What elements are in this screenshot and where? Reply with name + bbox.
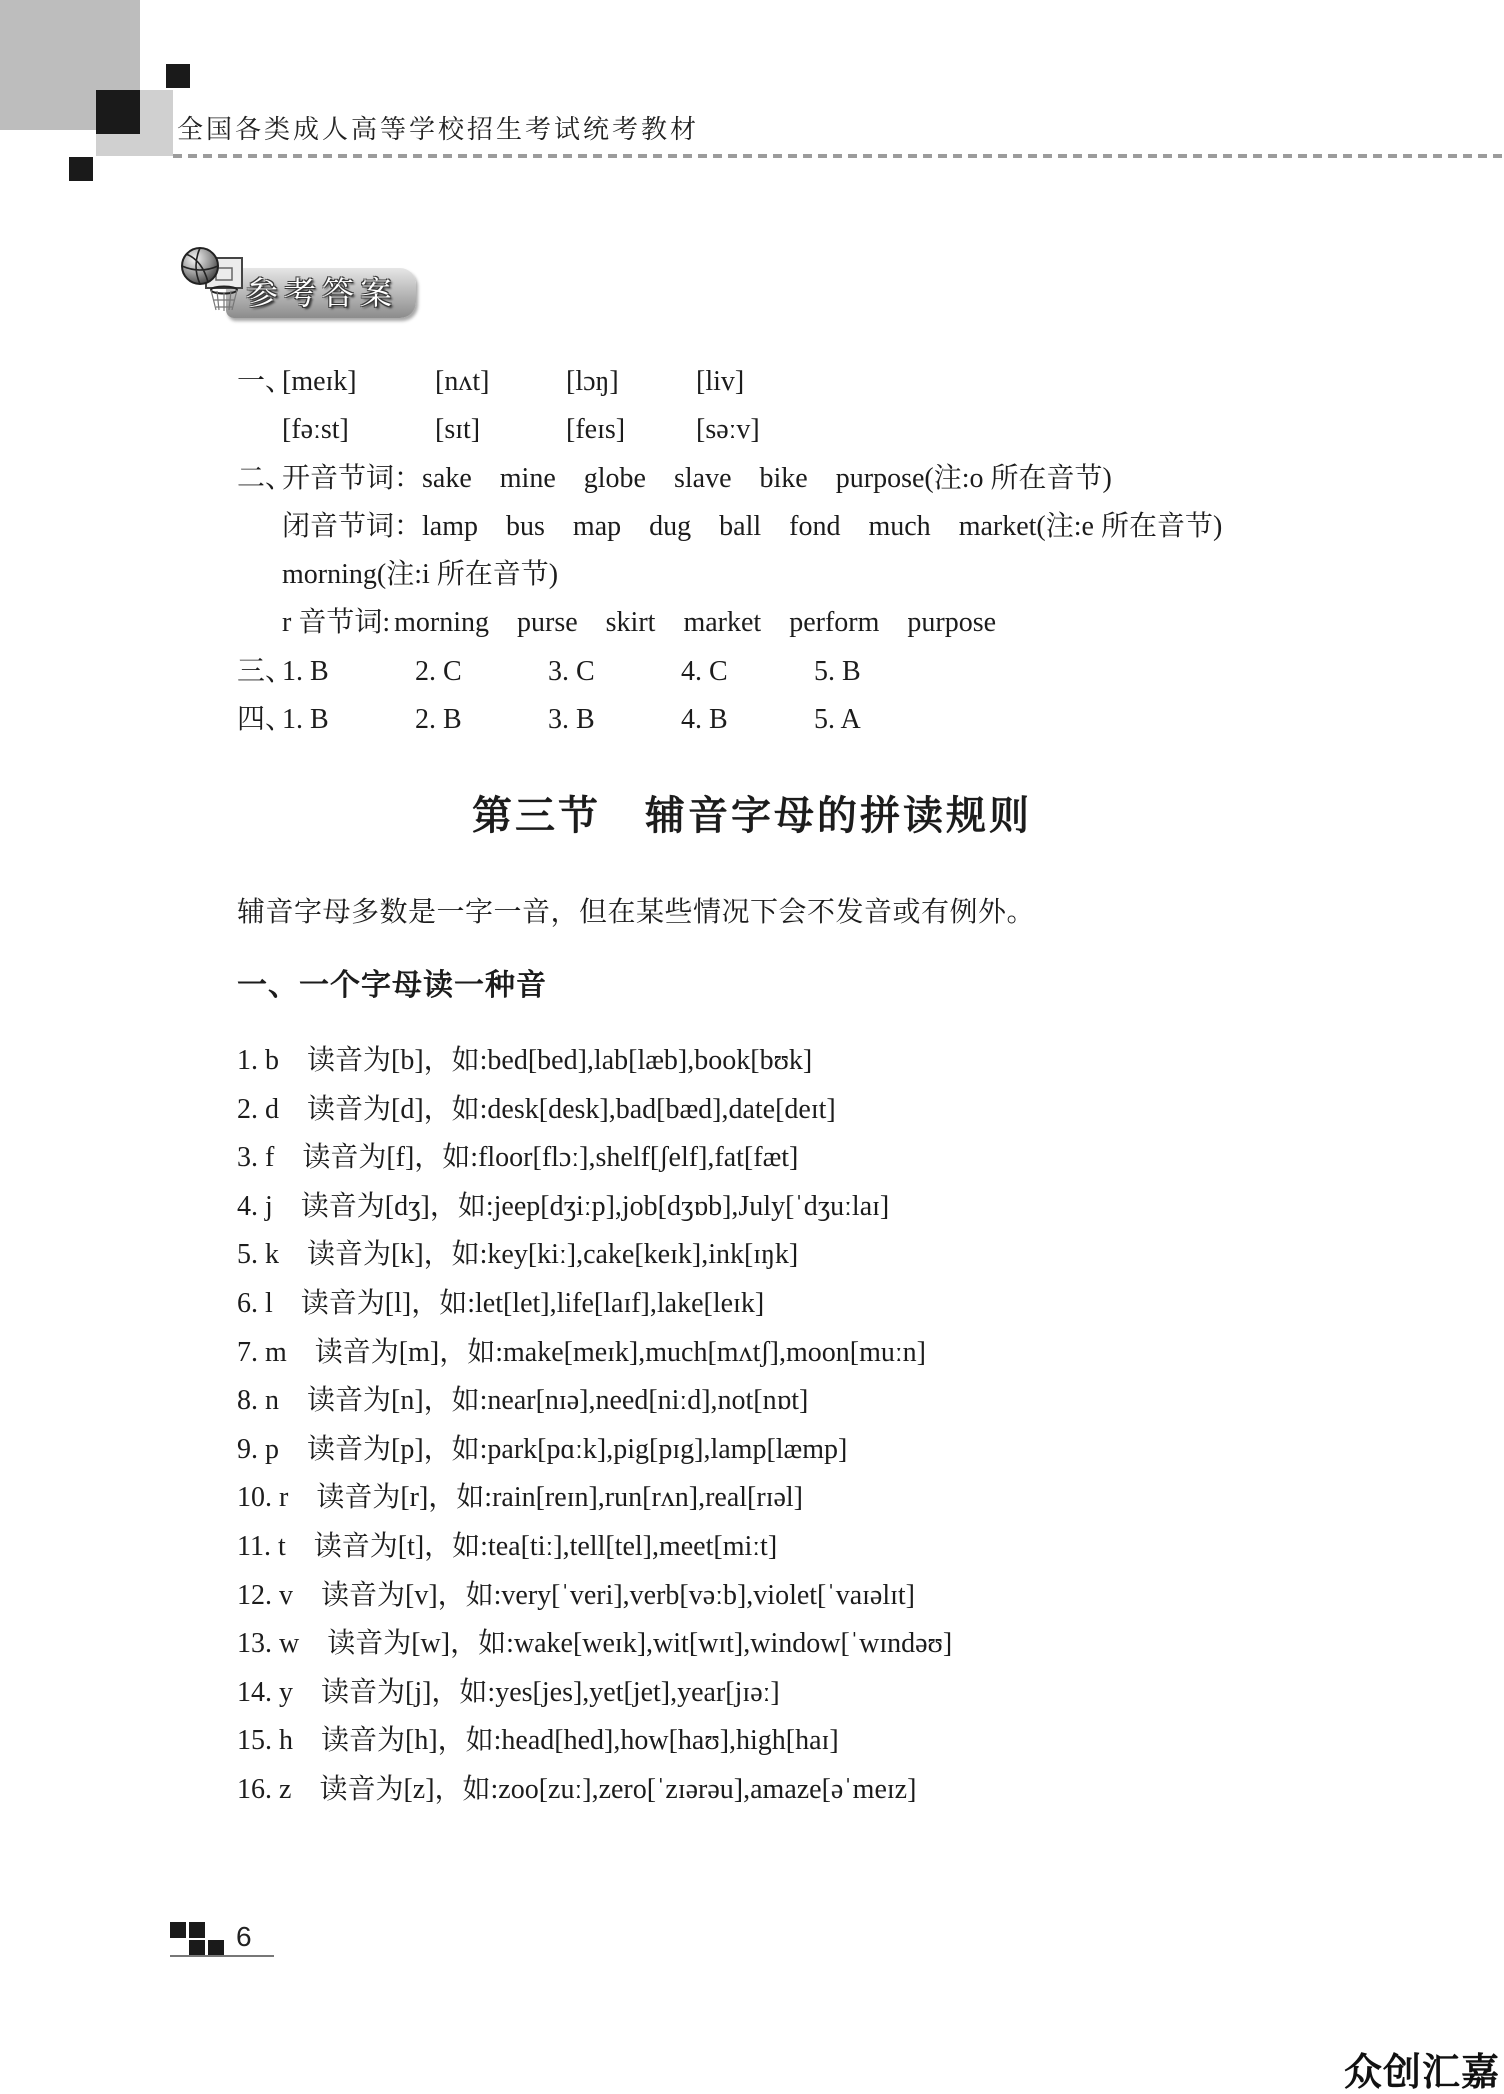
item-label: 14. y bbox=[237, 1676, 293, 1708]
list-item bbox=[237, 1183, 1437, 1232]
header-black-square-large bbox=[96, 90, 140, 134]
item-label: 15. h bbox=[237, 1725, 293, 1757]
section-number: 第三节 bbox=[472, 793, 601, 838]
answer-word: bus bbox=[506, 510, 545, 542]
item-label: 9. p bbox=[237, 1433, 279, 1465]
list-item bbox=[237, 1086, 1437, 1135]
item-label: 1. b bbox=[237, 1045, 279, 1076]
page-number: 6 bbox=[236, 1921, 252, 1952]
list-item bbox=[237, 1426, 1437, 1475]
item-text: 读音为[f]，如:floor[flɔː],shelf[ʃelf],fat[fæt] bbox=[302, 1142, 799, 1174]
answer-word: market bbox=[683, 607, 762, 639]
list-item bbox=[237, 1037, 1437, 1086]
header-dashed-divider bbox=[173, 154, 1504, 158]
answer-word: purpose(注:o 所在音节) bbox=[835, 462, 1112, 494]
item-text: 读音为[b]，如:bed[bed],lab[læb],book[bʊk] bbox=[307, 1045, 813, 1076]
question-label: 四、 bbox=[237, 704, 294, 736]
choice-answer: 3. B bbox=[548, 704, 595, 736]
answer-row-q3 bbox=[237, 648, 1437, 696]
answer-word: fond bbox=[789, 510, 841, 542]
answer-word: purpose bbox=[907, 607, 997, 639]
list-item bbox=[237, 1377, 1437, 1426]
answer-word: dug bbox=[649, 510, 692, 542]
list-item bbox=[237, 1329, 1437, 1378]
item-label: 8. n bbox=[237, 1385, 279, 1417]
choice-answer: 4. B bbox=[681, 704, 728, 736]
answers-badge-label: 参考答案 bbox=[246, 275, 399, 311]
item-label: 3. f bbox=[237, 1142, 275, 1174]
answer-word: mine bbox=[499, 462, 556, 494]
question-label: 三、 bbox=[237, 655, 294, 687]
item-text: 读音为[dʒ]，如:jeep[dʒiːp],job[dʒɒb],July[ˈdʒuːlaɪ] bbox=[300, 1190, 890, 1222]
header-black-square-bottom bbox=[69, 157, 93, 181]
answer-row-q1-second bbox=[237, 406, 1437, 454]
item-text: 读音为[d]，如:desk[desk],bad[bæd],date[deɪt] bbox=[307, 1093, 836, 1125]
answer-row-q1-first bbox=[237, 358, 1437, 406]
rule-list bbox=[237, 1037, 1437, 1815]
item-text: 读音为[v]，如:very[ˈveri],verb[vəːb],violet[ˈvaɪəlɪt] bbox=[321, 1579, 916, 1611]
phonetic-answer: [meɪk] bbox=[282, 366, 357, 397]
item-label: 13. w bbox=[237, 1628, 300, 1660]
item-text: 读音为[l]，如:let[let],life[laɪf],lake[leɪk] bbox=[300, 1287, 765, 1319]
footer-underline bbox=[170, 1955, 274, 1957]
item-text: 读音为[w]，如:wake[weɪk],wit[wɪt],window[ˈwɪndəʊ] bbox=[327, 1628, 953, 1660]
item-text: 读音为[r]，如:rain[reɪn],run[rʌn],real[rɪəl] bbox=[316, 1482, 804, 1514]
phonetic-answer: [lɔŋ] bbox=[566, 366, 619, 397]
phonetic-answer: [liv] bbox=[696, 366, 745, 397]
list-item bbox=[237, 1620, 1437, 1669]
item-label: 16. z bbox=[237, 1773, 292, 1805]
phonetic-answer: [səːv] bbox=[696, 414, 760, 446]
item-text: 读音为[t]，如:tea[tiː],tell[tel],meet[miːt] bbox=[313, 1530, 778, 1562]
choice-answer: 2. C bbox=[415, 655, 462, 687]
item-label: 2. d bbox=[237, 1093, 279, 1125]
answer-word: perform bbox=[789, 607, 880, 639]
section-title bbox=[0, 788, 1504, 844]
phonetic-answer: [nʌt] bbox=[435, 366, 490, 397]
list-item bbox=[237, 1523, 1437, 1572]
header-title: 全国各类成人高等学校招生考试统考教材 bbox=[177, 114, 700, 144]
item-text: 读音为[p]，如:park[pɑːk],pig[pɪg],lamp[læmp] bbox=[307, 1433, 848, 1465]
answers-block bbox=[237, 358, 1437, 744]
subsection-heading: 一、一个字母读一种音 bbox=[237, 969, 547, 1002]
phonetic-answer: [fəːst] bbox=[282, 414, 349, 446]
choice-answer: 2. B bbox=[415, 704, 462, 736]
question-label: 二、 bbox=[237, 462, 294, 494]
answer-word: morning(注:i 所在音节) bbox=[282, 559, 559, 591]
item-label: 11. t bbox=[237, 1530, 286, 1562]
r-syllable-label: r 音节词: bbox=[282, 607, 391, 639]
answer-row-open-syllable bbox=[237, 455, 1437, 503]
basketball-hoop-icon bbox=[178, 244, 248, 316]
list-item bbox=[237, 1231, 1437, 1280]
item-label: 4. j bbox=[237, 1190, 273, 1222]
list-item bbox=[237, 1280, 1437, 1329]
item-label: 5. k bbox=[237, 1239, 279, 1271]
choice-answer: 5. A bbox=[814, 704, 861, 736]
choice-answer: 5. B bbox=[814, 655, 861, 687]
watermark-text: 众创汇嘉 bbox=[1344, 2052, 1501, 2094]
item-text: 读音为[h]，如:head[hed],how[haʊ],high[haɪ] bbox=[321, 1725, 839, 1757]
answer-row-closed-continuation bbox=[237, 551, 1437, 599]
footer-square bbox=[208, 1940, 224, 1956]
answer-row-closed-syllable bbox=[237, 503, 1437, 551]
choice-answer: 1. B bbox=[282, 704, 329, 736]
answer-word: lamp bbox=[422, 510, 479, 542]
answer-word: globe bbox=[583, 462, 646, 494]
answer-word: ball bbox=[719, 510, 762, 542]
answers-badge bbox=[226, 268, 416, 318]
phonetic-answer: [sɪt] bbox=[435, 414, 481, 446]
choice-answer: 1. B bbox=[282, 655, 329, 687]
list-item bbox=[237, 1474, 1437, 1523]
item-label: 6. l bbox=[237, 1287, 273, 1319]
answer-word: slave bbox=[674, 462, 732, 494]
closed-syllable-label: 闭音节词： bbox=[282, 510, 423, 542]
footer-square bbox=[189, 1922, 205, 1938]
answer-word: map bbox=[572, 510, 622, 542]
item-text: 读音为[m]，如:make[meɪk],much[mʌtʃ],moon[muːn] bbox=[314, 1336, 926, 1368]
answer-word: purse bbox=[517, 607, 578, 639]
list-item bbox=[237, 1766, 1437, 1815]
list-item bbox=[237, 1717, 1437, 1766]
answer-word: morning bbox=[394, 607, 489, 639]
section-intro: 辅音字母多数是一字一音，但在某些情况下会不发音或有例外。 bbox=[237, 897, 1036, 928]
choice-answer: 3. C bbox=[548, 655, 595, 687]
answer-row-q4 bbox=[237, 696, 1437, 744]
list-item bbox=[237, 1134, 1437, 1183]
item-text: 读音为[k]，如:key[kiː],cake[keɪk],ink[ɪŋk] bbox=[307, 1239, 799, 1271]
item-text: 读音为[z]，如:zoo[zuː],zero[ˈzɪərəu],amaze[əˈmeɪz] bbox=[319, 1773, 917, 1805]
header-black-square-top bbox=[166, 64, 190, 88]
item-text: 读音为[j]，如:yes[jes],yet[jet],year[jɪəː] bbox=[321, 1676, 780, 1708]
item-label: 10. r bbox=[237, 1482, 289, 1514]
answer-word: bike bbox=[759, 462, 808, 494]
answer-row-r-syllable bbox=[237, 599, 1437, 647]
section-title-text: 辅音字母的拼读规则 bbox=[645, 793, 1032, 838]
list-item bbox=[237, 1669, 1437, 1718]
phonetic-answer: [feɪs] bbox=[566, 414, 626, 446]
list-item bbox=[237, 1572, 1437, 1621]
footer-square bbox=[189, 1940, 205, 1956]
answer-word: sake bbox=[422, 462, 472, 494]
item-label: 7. m bbox=[237, 1336, 287, 1368]
footer-square bbox=[170, 1922, 186, 1938]
answer-word: much bbox=[868, 510, 931, 542]
question-label: 一、 bbox=[237, 366, 294, 397]
answer-word: skirt bbox=[605, 607, 656, 639]
answer-word: market(注:e 所在音节) bbox=[958, 510, 1223, 542]
item-label: 12. v bbox=[237, 1579, 293, 1611]
open-syllable-label: 开音节词： bbox=[282, 462, 423, 494]
choice-answer: 4. C bbox=[681, 655, 728, 687]
item-text: 读音为[n]，如:near[nɪə],need[niːd],not[nɒt] bbox=[307, 1385, 809, 1417]
